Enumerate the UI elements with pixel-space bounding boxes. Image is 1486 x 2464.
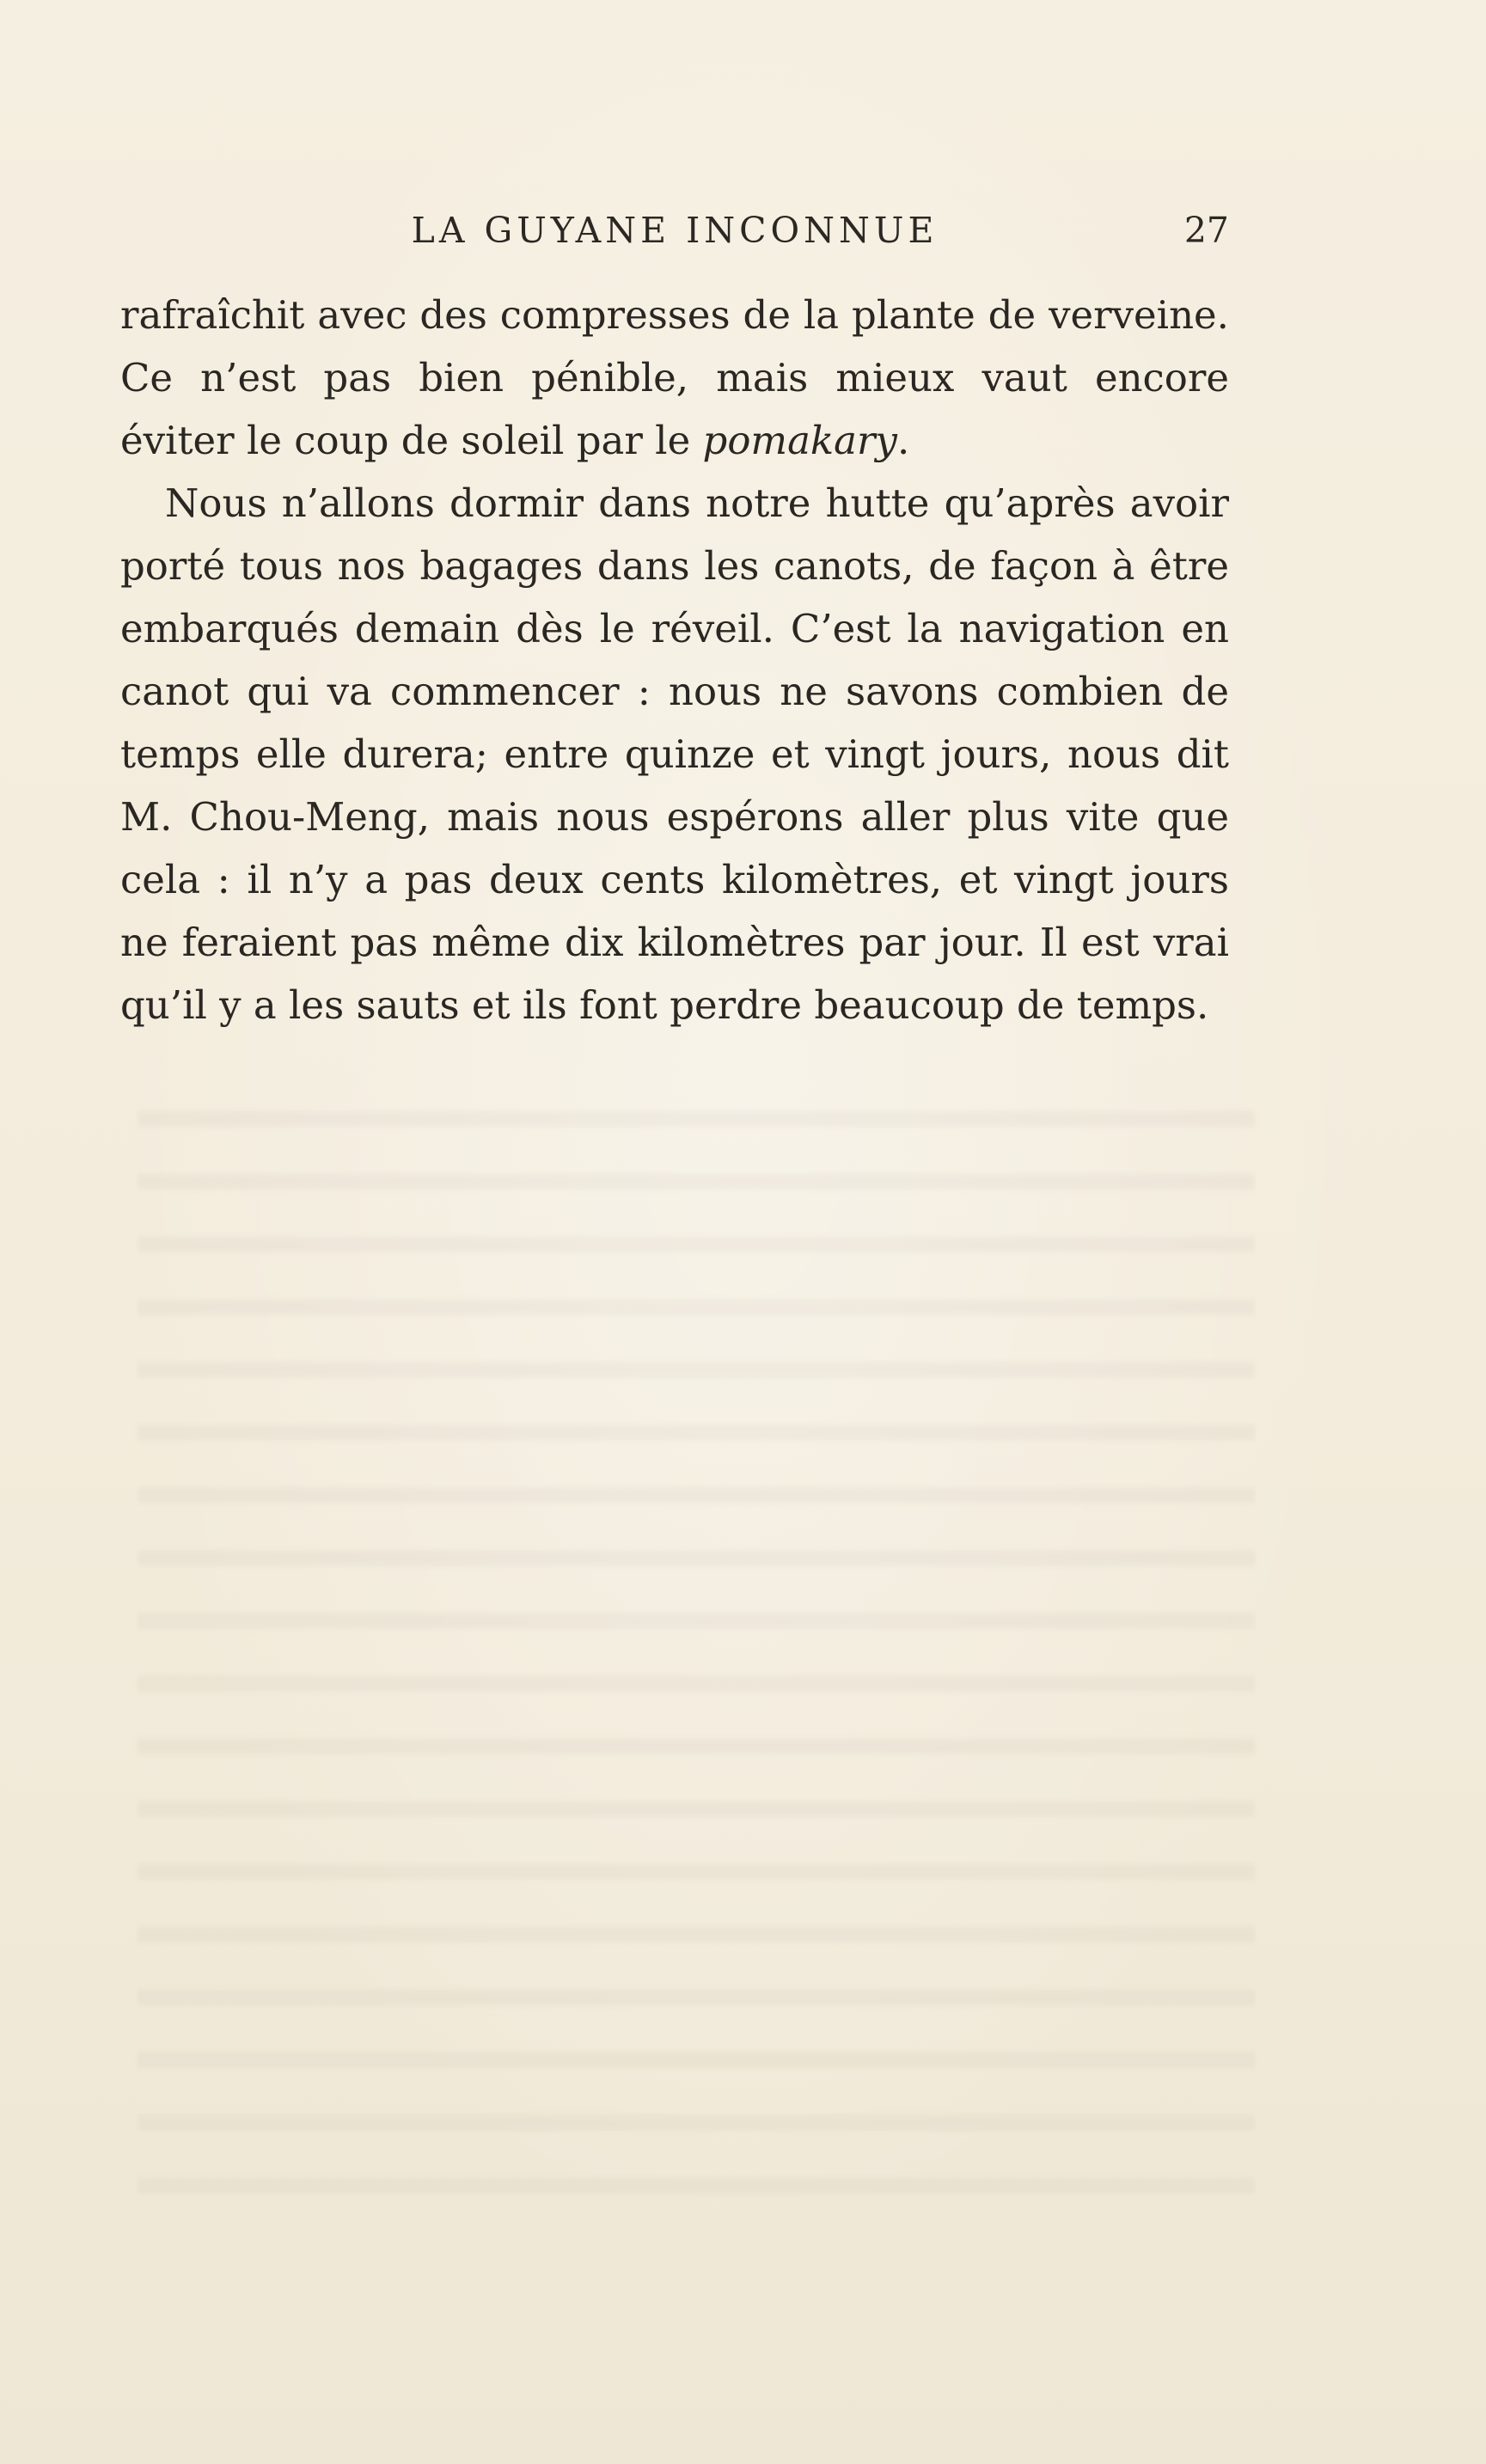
page-header [120, 205, 1229, 256]
paragraph-2: Nous n’allons dormir dans notre hutte qu’après avoir porté tous nos bagages dans les canots, de façon à être embarqués demain dès le réveil. C’est la navigation en canot qui va commencer : nous ne savons combien de temps elle durera; entre quinze et vingt jours, nous dit M. Chou-Meng, mais nous espérons aller plus vite que cela : il n’y a pas deux cents kilomètres, et vingt jours ne feraient pas même dix kilomètres par jour. Il est vrai qu’il y a les sauts et ils font perdre beaucoup de temps. [120, 480, 1229, 1028]
body-text [120, 284, 1229, 1036]
reverse-page-show-through [138, 1074, 1255, 2217]
paragraph-1-text: rafraîchit avec des compresses de la plante de verveine. Ce n’est pas bien pénible, mais mieux vaut encore éviter le coup de soleil par le [120, 292, 1229, 463]
page-number: 27 [1183, 210, 1229, 251]
paragraph-1-end: . [896, 418, 910, 463]
paragraph-1-italic-word: pomakary [702, 418, 897, 463]
paragraph-1 [120, 284, 1229, 472]
running-title: LA GUYANE INCONNUE [411, 210, 939, 251]
